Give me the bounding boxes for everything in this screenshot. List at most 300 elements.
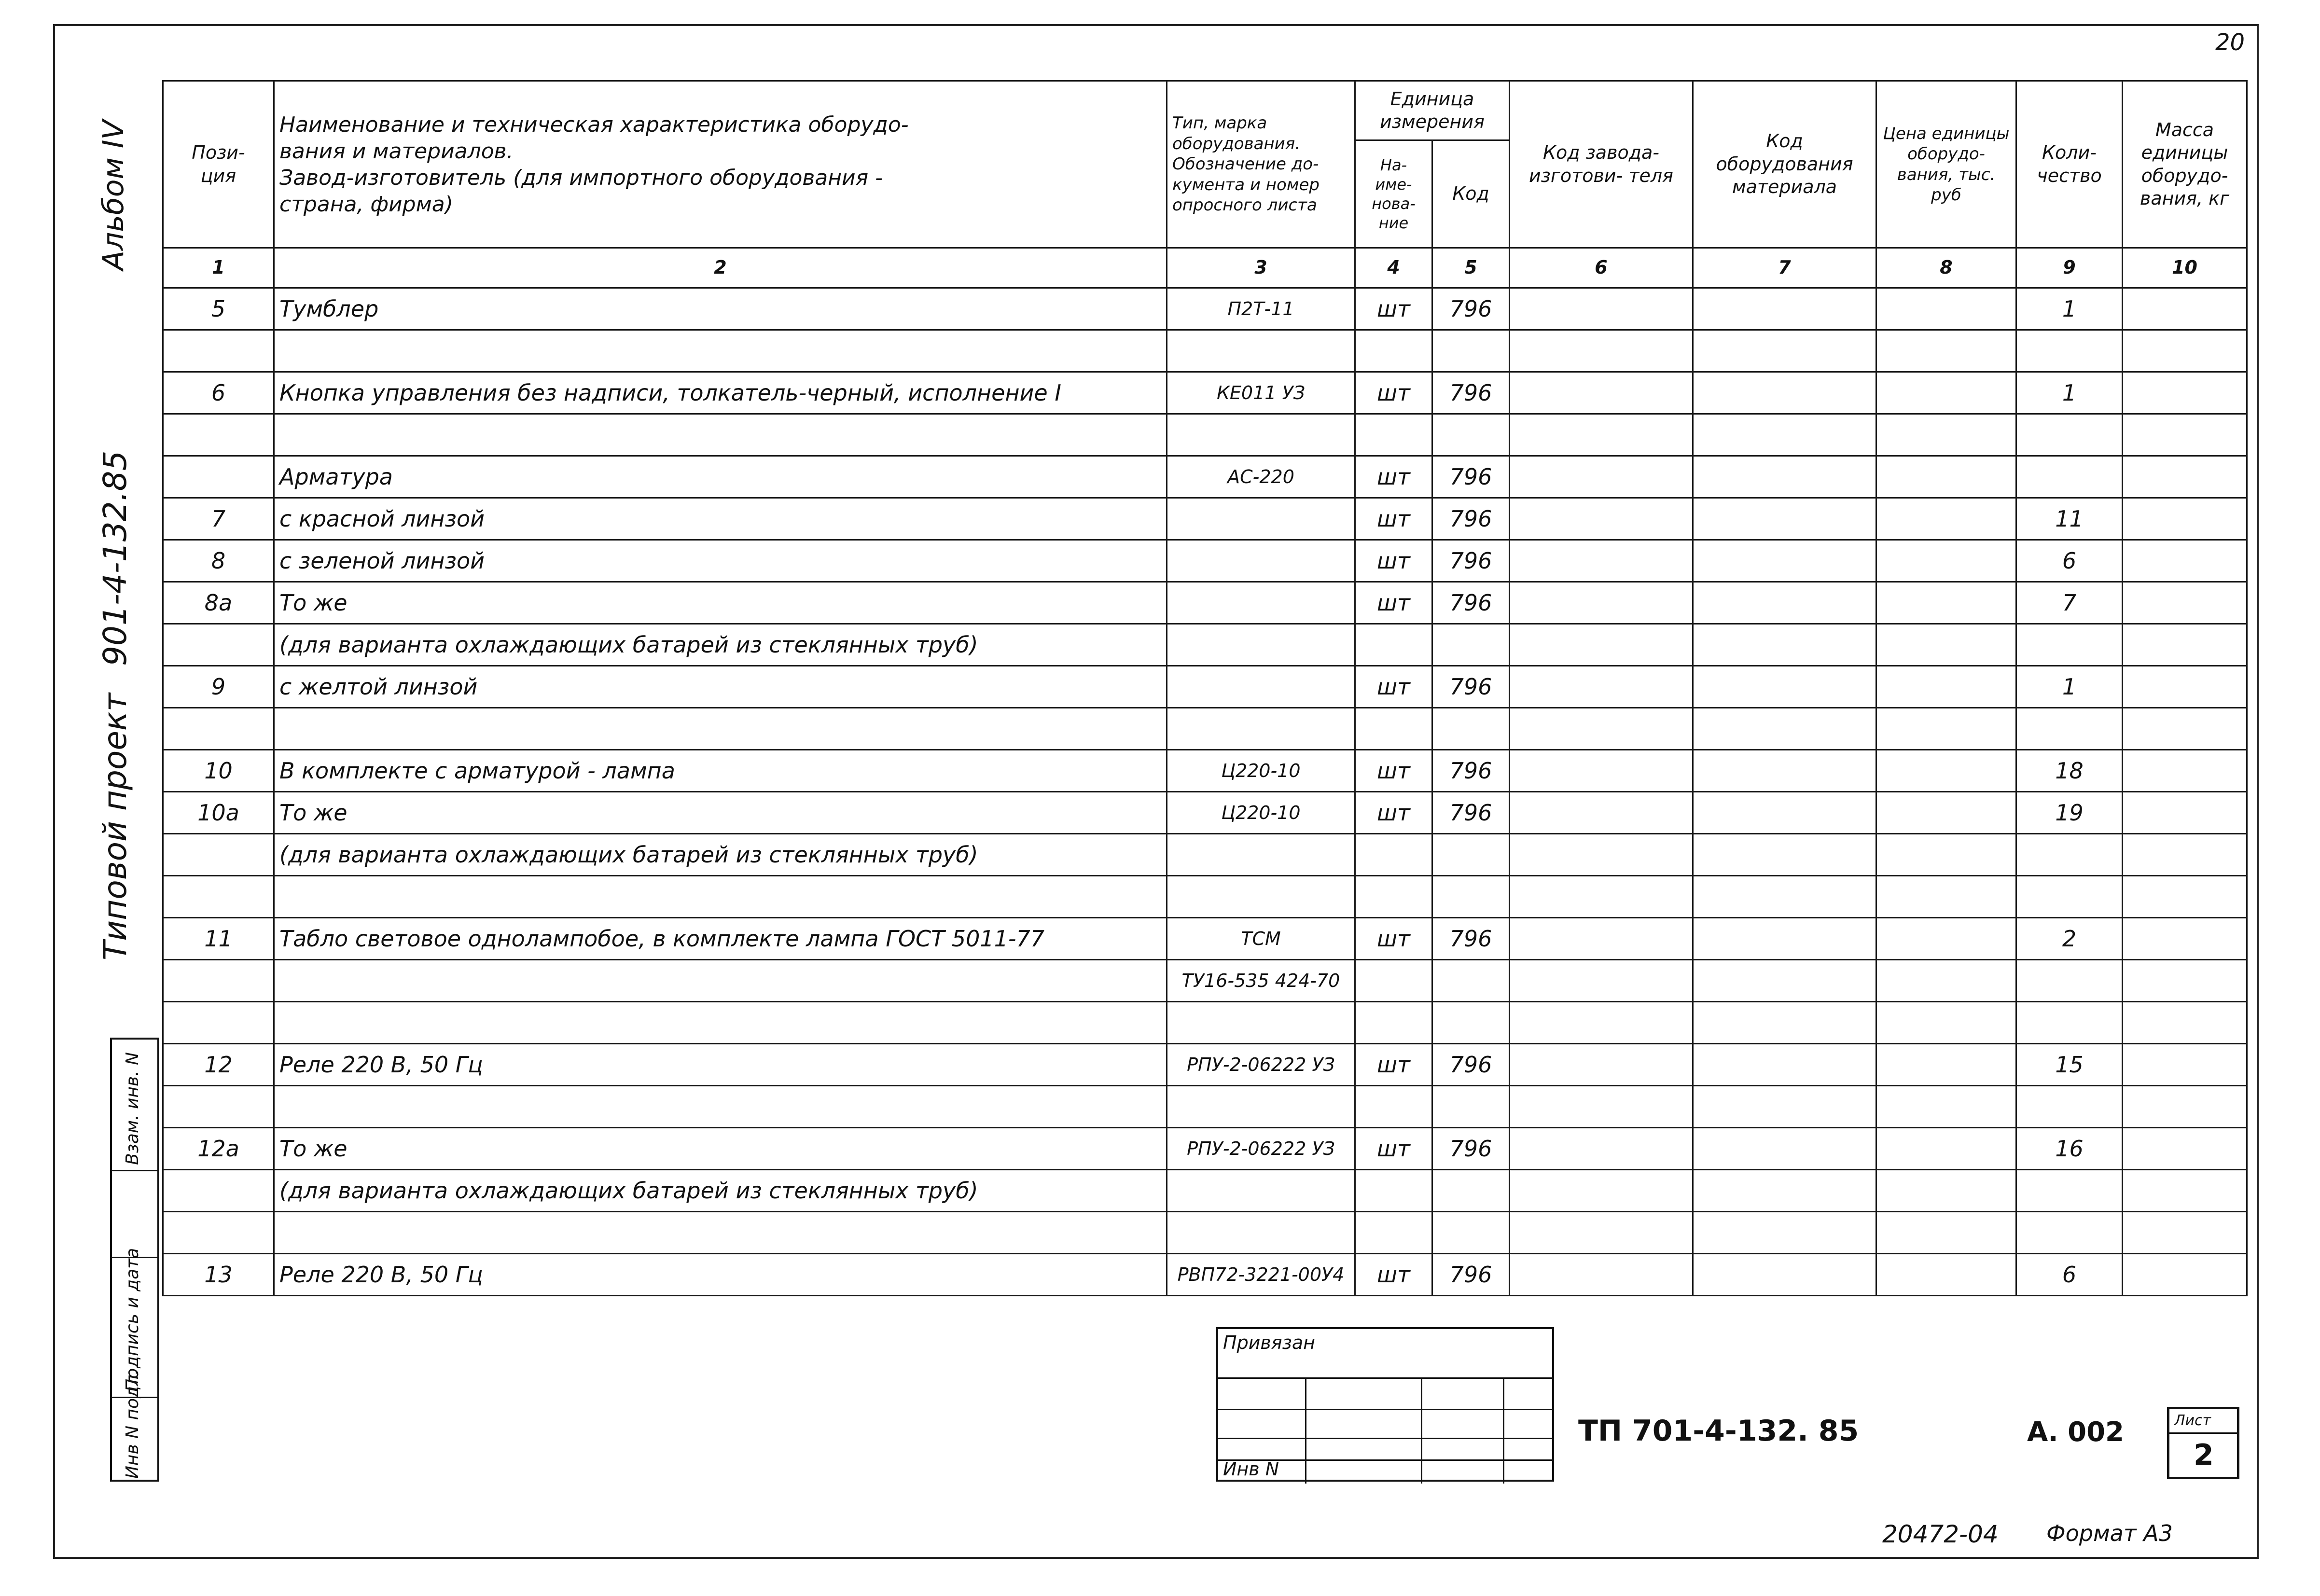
cell-type bbox=[1167, 498, 1355, 540]
album-sheet-code: А. 002 bbox=[2027, 1416, 2125, 1448]
cell-pos: 12 bbox=[163, 1044, 274, 1086]
cell-unit-code: 796 bbox=[1432, 498, 1510, 540]
cell-mass bbox=[2123, 582, 2247, 624]
cell-unit-code bbox=[1432, 1170, 1510, 1212]
cell-unit-code: 796 bbox=[1432, 456, 1510, 498]
cell-unit: шт bbox=[1355, 372, 1432, 414]
cell-unit bbox=[1355, 1212, 1432, 1254]
colnum-5: 5 bbox=[1432, 248, 1510, 288]
cell-type: РВП72-3221-00У4 bbox=[1167, 1254, 1355, 1296]
cell-name: (для варианта охлаждающих батарей из стеклянных труб) bbox=[274, 624, 1167, 666]
cell-qty: 15 bbox=[2016, 1044, 2123, 1086]
table-row bbox=[163, 624, 2247, 666]
cell-maker-code bbox=[1510, 666, 1693, 708]
cell-qty bbox=[2016, 1086, 2123, 1128]
cell-price bbox=[1876, 750, 2016, 792]
cell-unit-code bbox=[1432, 1002, 1510, 1044]
cell-mass bbox=[2123, 372, 2247, 414]
cell-name: То же bbox=[274, 792, 1167, 834]
colnum-3: 3 bbox=[1167, 248, 1355, 288]
cell-pos: 10а bbox=[163, 792, 274, 834]
cell-mass bbox=[2123, 414, 2247, 456]
cell-type bbox=[1167, 540, 1355, 582]
header-name: Наименование и техническая характеристика оборудо- вания и материалов. Завод-изготовитель (для импортного оборудования - страна, фирма) bbox=[274, 81, 1167, 248]
cell-qty bbox=[2016, 876, 2123, 918]
cell-mass bbox=[2123, 330, 2247, 372]
cell-price bbox=[1876, 582, 2016, 624]
table-row bbox=[163, 372, 2247, 414]
cell-name bbox=[274, 876, 1167, 918]
cell-name: То же bbox=[274, 1128, 1167, 1170]
cell-material-code bbox=[1693, 750, 1876, 792]
cell-type bbox=[1167, 1002, 1355, 1044]
cell-pos: 12а bbox=[163, 1128, 274, 1170]
cell-mass bbox=[2123, 960, 2247, 1002]
cell-price bbox=[1876, 1044, 2016, 1086]
project-code-label: 901-4-132.85 bbox=[97, 450, 134, 666]
cell-type bbox=[1167, 582, 1355, 624]
album-label: Альбом IV bbox=[97, 120, 130, 270]
header-type: Тип, марка оборудования. Обозначение до- кумента и номер опросного листа bbox=[1167, 81, 1355, 248]
cell-price bbox=[1876, 666, 2016, 708]
cell-material-code bbox=[1693, 792, 1876, 834]
cell-maker-code bbox=[1510, 876, 1693, 918]
header-qty: Коли- чество bbox=[2016, 81, 2123, 248]
cell-pos: 10 bbox=[163, 750, 274, 792]
table-row bbox=[163, 1212, 2247, 1254]
cell-maker-code bbox=[1510, 918, 1693, 960]
cell-maker-code bbox=[1510, 624, 1693, 666]
cell-qty bbox=[2016, 1170, 2123, 1212]
cell-maker-code bbox=[1510, 372, 1693, 414]
cell-mass bbox=[2123, 1002, 2247, 1044]
header-row bbox=[163, 81, 2247, 140]
cell-maker-code bbox=[1510, 414, 1693, 456]
table-row bbox=[163, 414, 2247, 456]
cell-mass bbox=[2123, 1212, 2247, 1254]
cell-name: с желтой линзой bbox=[274, 666, 1167, 708]
cell-unit: шт bbox=[1355, 456, 1432, 498]
cell-name: То же bbox=[274, 582, 1167, 624]
cell-price bbox=[1876, 708, 2016, 750]
cell-qty bbox=[2016, 960, 2123, 1002]
table-row bbox=[163, 1002, 2247, 1044]
table-row bbox=[163, 540, 2247, 582]
table-row bbox=[163, 960, 2247, 1002]
cell-price bbox=[1876, 834, 2016, 876]
table-row bbox=[163, 1254, 2247, 1296]
cell-qty bbox=[2016, 330, 2123, 372]
colnum-9: 9 bbox=[2016, 248, 2123, 288]
cell-pos bbox=[163, 876, 274, 918]
cell-unit-code: 796 bbox=[1432, 666, 1510, 708]
cell-unit-code bbox=[1432, 414, 1510, 456]
cell-pos: 13 bbox=[163, 1254, 274, 1296]
cell-mass bbox=[2123, 750, 2247, 792]
cell-maker-code bbox=[1510, 1086, 1693, 1128]
cell-name: с красной линзой bbox=[274, 498, 1167, 540]
header-unit-code: Код bbox=[1432, 140, 1510, 248]
cell-material-code bbox=[1693, 624, 1876, 666]
cell-mass bbox=[2123, 288, 2247, 330]
cell-name: (для варианта охлаждающих батарей из стеклянных труб) bbox=[274, 834, 1167, 876]
header-pos: Пози- ция bbox=[163, 81, 274, 248]
cell-unit bbox=[1355, 1170, 1432, 1212]
cell-unit: шт bbox=[1355, 918, 1432, 960]
cell-material-code bbox=[1693, 1128, 1876, 1170]
cell-mass bbox=[2123, 834, 2247, 876]
cell-material-code bbox=[1693, 582, 1876, 624]
colnum-6: 6 bbox=[1510, 248, 1693, 288]
cell-maker-code bbox=[1510, 1212, 1693, 1254]
cell-maker-code bbox=[1510, 1254, 1693, 1296]
cell-type: АС-220 bbox=[1167, 456, 1355, 498]
cell-type: ТУ16-535 424-70 bbox=[1167, 960, 1355, 1002]
table-row bbox=[163, 1170, 2247, 1212]
sheet-format: Формат А3 bbox=[2046, 1520, 2173, 1546]
cell-pos bbox=[163, 330, 274, 372]
table-row bbox=[163, 1044, 2247, 1086]
cell-name bbox=[274, 960, 1167, 1002]
cell-maker-code bbox=[1510, 1002, 1693, 1044]
cell-material-code bbox=[1693, 666, 1876, 708]
cell-material-code bbox=[1693, 876, 1876, 918]
cell-unit-code bbox=[1432, 960, 1510, 1002]
table-row bbox=[163, 1128, 2247, 1170]
cell-price bbox=[1876, 330, 2016, 372]
cell-unit-code bbox=[1432, 624, 1510, 666]
cell-unit bbox=[1355, 1002, 1432, 1044]
cell-unit: шт bbox=[1355, 792, 1432, 834]
strip-inv-orig: Инв N подл. bbox=[123, 1369, 142, 1479]
cell-unit-code: 796 bbox=[1432, 288, 1510, 330]
cell-qty: 19 bbox=[2016, 792, 2123, 834]
table-row bbox=[163, 330, 2247, 372]
cell-mass bbox=[2123, 1170, 2247, 1212]
cell-price bbox=[1876, 1254, 2016, 1296]
cell-unit-code: 796 bbox=[1432, 582, 1510, 624]
specification-table bbox=[162, 80, 2248, 1296]
left-stamp-strip bbox=[110, 1038, 159, 1482]
cell-maker-code bbox=[1510, 792, 1693, 834]
cell-maker-code bbox=[1510, 1128, 1693, 1170]
cell-maker-code bbox=[1510, 288, 1693, 330]
cell-pos bbox=[163, 456, 274, 498]
cell-material-code bbox=[1693, 540, 1876, 582]
cell-pos: 9 bbox=[163, 666, 274, 708]
table-row bbox=[163, 918, 2247, 960]
cell-type bbox=[1167, 330, 1355, 372]
table-row bbox=[163, 498, 2247, 540]
table-row bbox=[163, 456, 2247, 498]
cell-mass bbox=[2123, 708, 2247, 750]
cell-price bbox=[1876, 1128, 2016, 1170]
cell-maker-code bbox=[1510, 1170, 1693, 1212]
table-row bbox=[163, 834, 2247, 876]
cell-type: Ц220-10 bbox=[1167, 792, 1355, 834]
cell-maker-code bbox=[1510, 540, 1693, 582]
cell-price bbox=[1876, 792, 2016, 834]
cell-name: Табло световое однолампобое, в комплекте лампа ГОСТ 5011-77 bbox=[274, 918, 1167, 960]
sheet-number: 2 bbox=[2194, 1438, 2214, 1472]
cell-unit-code: 796 bbox=[1432, 1044, 1510, 1086]
cell-price bbox=[1876, 1212, 2016, 1254]
cell-qty bbox=[2016, 1002, 2123, 1044]
cell-unit bbox=[1355, 834, 1432, 876]
cell-mass bbox=[2123, 1086, 2247, 1128]
cell-name bbox=[274, 330, 1167, 372]
strip-inst-inv: Взам. инв. N bbox=[123, 1052, 142, 1165]
cell-type bbox=[1167, 414, 1355, 456]
cell-pos: 11 bbox=[163, 918, 274, 960]
cell-qty: 2 bbox=[2016, 918, 2123, 960]
colnum-7: 7 bbox=[1693, 248, 1876, 288]
cell-unit: шт bbox=[1355, 582, 1432, 624]
cell-name: Кнопка управления без надписи, толкатель-черный, исполнение I bbox=[274, 372, 1167, 414]
cell-material-code bbox=[1693, 1044, 1876, 1086]
cell-unit: шт bbox=[1355, 1044, 1432, 1086]
cell-mass bbox=[2123, 918, 2247, 960]
order-number: 20472-04 bbox=[1882, 1520, 1999, 1548]
header-maker-code: Код завода- изготови- теля bbox=[1510, 81, 1693, 248]
cell-mass bbox=[2123, 792, 2247, 834]
cell-unit-code: 796 bbox=[1432, 918, 1510, 960]
cell-material-code bbox=[1693, 1086, 1876, 1128]
cell-qty: 7 bbox=[2016, 582, 2123, 624]
cell-price bbox=[1876, 1002, 2016, 1044]
cell-unit-code: 796 bbox=[1432, 372, 1510, 414]
cell-unit bbox=[1355, 708, 1432, 750]
cell-name: с зеленой линзой bbox=[274, 540, 1167, 582]
cell-pos bbox=[163, 1086, 274, 1128]
cell-name bbox=[274, 1002, 1167, 1044]
cell-unit bbox=[1355, 624, 1432, 666]
cell-qty: 1 bbox=[2016, 666, 2123, 708]
cell-mass bbox=[2123, 876, 2247, 918]
cell-mass bbox=[2123, 456, 2247, 498]
table-row bbox=[163, 288, 2247, 330]
cell-qty bbox=[2016, 414, 2123, 456]
cell-unit bbox=[1355, 1086, 1432, 1128]
cell-material-code bbox=[1693, 960, 1876, 1002]
cell-pos: 8 bbox=[163, 540, 274, 582]
cell-unit-code bbox=[1432, 834, 1510, 876]
colnum-4: 4 bbox=[1355, 248, 1432, 288]
cell-name: Арматура bbox=[274, 456, 1167, 498]
cell-mass bbox=[2123, 1044, 2247, 1086]
column-numbers-row bbox=[163, 248, 2247, 288]
cell-type bbox=[1167, 834, 1355, 876]
sheet-label: Лист bbox=[2174, 1412, 2211, 1429]
cell-unit: шт bbox=[1355, 540, 1432, 582]
cell-maker-code bbox=[1510, 960, 1693, 1002]
table-body bbox=[163, 288, 2247, 1296]
cell-unit bbox=[1355, 876, 1432, 918]
cell-material-code bbox=[1693, 918, 1876, 960]
header-unit-group: Единица измерения bbox=[1355, 81, 1510, 140]
cell-unit: шт bbox=[1355, 288, 1432, 330]
cell-mass bbox=[2123, 540, 2247, 582]
cell-maker-code bbox=[1510, 750, 1693, 792]
cell-material-code bbox=[1693, 708, 1876, 750]
cell-qty bbox=[2016, 456, 2123, 498]
cell-unit-code bbox=[1432, 1086, 1510, 1128]
table-row bbox=[163, 666, 2247, 708]
cell-material-code bbox=[1693, 288, 1876, 330]
cell-price bbox=[1876, 624, 2016, 666]
colnum-2: 2 bbox=[274, 248, 1167, 288]
cell-maker-code bbox=[1510, 582, 1693, 624]
cell-price bbox=[1876, 456, 2016, 498]
cell-unit-code: 796 bbox=[1432, 1254, 1510, 1296]
cell-pos bbox=[163, 960, 274, 1002]
cell-unit-code bbox=[1432, 708, 1510, 750]
cell-name: Тумблер bbox=[274, 288, 1167, 330]
cell-unit: шт bbox=[1355, 666, 1432, 708]
cell-mass bbox=[2123, 666, 2247, 708]
cell-unit-code bbox=[1432, 876, 1510, 918]
cell-type bbox=[1167, 876, 1355, 918]
cell-material-code bbox=[1693, 330, 1876, 372]
cell-unit-code: 796 bbox=[1432, 1128, 1510, 1170]
colnum-1: 1 bbox=[163, 248, 274, 288]
cell-pos bbox=[163, 414, 274, 456]
cell-material-code bbox=[1693, 834, 1876, 876]
cell-unit-code: 796 bbox=[1432, 792, 1510, 834]
cell-pos: 8а bbox=[163, 582, 274, 624]
table-row bbox=[163, 876, 2247, 918]
cell-unit-code: 796 bbox=[1432, 540, 1510, 582]
cell-qty: 18 bbox=[2016, 750, 2123, 792]
cell-type bbox=[1167, 1212, 1355, 1254]
cell-qty bbox=[2016, 624, 2123, 666]
cell-unit bbox=[1355, 960, 1432, 1002]
header-price: Цена единицы оборудо- вания, тыс. руб bbox=[1876, 81, 2016, 248]
cell-name bbox=[274, 1086, 1167, 1128]
cell-pos bbox=[163, 834, 274, 876]
sheet-box bbox=[2167, 1407, 2239, 1479]
cell-material-code bbox=[1693, 1254, 1876, 1296]
table-row bbox=[163, 750, 2247, 792]
cell-price bbox=[1876, 540, 2016, 582]
cell-pos bbox=[163, 1212, 274, 1254]
colnum-8: 8 bbox=[1876, 248, 2016, 288]
cell-unit: шт bbox=[1355, 750, 1432, 792]
strip-sign-date: Подпись и дата bbox=[123, 1248, 142, 1392]
table-row bbox=[163, 582, 2247, 624]
cell-pos bbox=[163, 1170, 274, 1212]
header-mass: Масса единицы оборудо- вания, кг bbox=[2123, 81, 2247, 248]
cell-type bbox=[1167, 708, 1355, 750]
cell-mass bbox=[2123, 498, 2247, 540]
cell-type: КЕ011 УЗ bbox=[1167, 372, 1355, 414]
cell-type bbox=[1167, 624, 1355, 666]
cell-qty bbox=[2016, 1212, 2123, 1254]
cell-price bbox=[1876, 918, 2016, 960]
cell-pos bbox=[163, 708, 274, 750]
cell-unit-code bbox=[1432, 1212, 1510, 1254]
cell-qty: 1 bbox=[2016, 372, 2123, 414]
cell-mass bbox=[2123, 1128, 2247, 1170]
cell-name: Реле 220 В, 50 Гц bbox=[274, 1254, 1167, 1296]
cell-price bbox=[1876, 1086, 2016, 1128]
table-row bbox=[163, 792, 2247, 834]
stamp-linked-label: Привязан bbox=[1223, 1332, 1315, 1353]
cell-pos: 6 bbox=[163, 372, 274, 414]
stamp-inv-label: Инв N bbox=[1223, 1458, 1279, 1480]
cell-name bbox=[274, 708, 1167, 750]
cell-unit-code bbox=[1432, 330, 1510, 372]
cell-maker-code bbox=[1510, 498, 1693, 540]
cell-price bbox=[1876, 876, 2016, 918]
cell-price bbox=[1876, 498, 2016, 540]
cell-pos bbox=[163, 1002, 274, 1044]
cell-qty: 6 bbox=[2016, 1254, 2123, 1296]
cell-name: (для варианта охлаждающих батарей из стеклянных труб) bbox=[274, 1170, 1167, 1212]
cell-name bbox=[274, 1212, 1167, 1254]
cell-unit: шт bbox=[1355, 1128, 1432, 1170]
cell-price bbox=[1876, 372, 2016, 414]
cell-mass bbox=[2123, 624, 2247, 666]
cell-maker-code bbox=[1510, 1044, 1693, 1086]
cell-pos bbox=[163, 624, 274, 666]
cell-material-code bbox=[1693, 1170, 1876, 1212]
cell-maker-code bbox=[1510, 330, 1693, 372]
project-type-label: Типовой проект bbox=[97, 693, 134, 960]
cell-mass bbox=[2123, 1254, 2247, 1296]
cell-material-code bbox=[1693, 414, 1876, 456]
cell-maker-code bbox=[1510, 834, 1693, 876]
cell-type: Ц220-10 bbox=[1167, 750, 1355, 792]
cell-maker-code bbox=[1510, 708, 1693, 750]
cell-type bbox=[1167, 666, 1355, 708]
cell-type bbox=[1167, 1170, 1355, 1212]
cell-price bbox=[1876, 960, 2016, 1002]
cell-unit: шт bbox=[1355, 1254, 1432, 1296]
header-material-code: Код оборудования материала bbox=[1693, 81, 1876, 248]
cell-type: ТСМ bbox=[1167, 918, 1355, 960]
document-code: ТП 701-4-132. 85 bbox=[1578, 1414, 1859, 1448]
cell-type: РПУ-2-06222 УЗ bbox=[1167, 1044, 1355, 1086]
cell-qty: 11 bbox=[2016, 498, 2123, 540]
page-number: 20 bbox=[2215, 29, 2245, 56]
cell-type bbox=[1167, 1086, 1355, 1128]
table-row bbox=[163, 1086, 2247, 1128]
cell-type: РПУ-2-06222 УЗ bbox=[1167, 1128, 1355, 1170]
cell-qty bbox=[2016, 708, 2123, 750]
cell-name: В комплекте с арматурой - лампа bbox=[274, 750, 1167, 792]
cell-qty bbox=[2016, 834, 2123, 876]
cell-qty: 16 bbox=[2016, 1128, 2123, 1170]
cell-unit: шт bbox=[1355, 498, 1432, 540]
linkage-stamp bbox=[1216, 1327, 1554, 1482]
cell-type: П2Т-11 bbox=[1167, 288, 1355, 330]
cell-material-code bbox=[1693, 1212, 1876, 1254]
cell-unit bbox=[1355, 414, 1432, 456]
cell-price bbox=[1876, 1170, 2016, 1212]
cell-maker-code bbox=[1510, 456, 1693, 498]
cell-price bbox=[1876, 288, 2016, 330]
header-unit-name: На- име- нова- ние bbox=[1355, 140, 1432, 248]
cell-material-code bbox=[1693, 1002, 1876, 1044]
colnum-10: 10 bbox=[2123, 248, 2247, 288]
cell-name bbox=[274, 414, 1167, 456]
cell-price bbox=[1876, 414, 2016, 456]
cell-material-code bbox=[1693, 372, 1876, 414]
cell-qty: 1 bbox=[2016, 288, 2123, 330]
table-row bbox=[163, 708, 2247, 750]
cell-name: Реле 220 В, 50 Гц bbox=[274, 1044, 1167, 1086]
